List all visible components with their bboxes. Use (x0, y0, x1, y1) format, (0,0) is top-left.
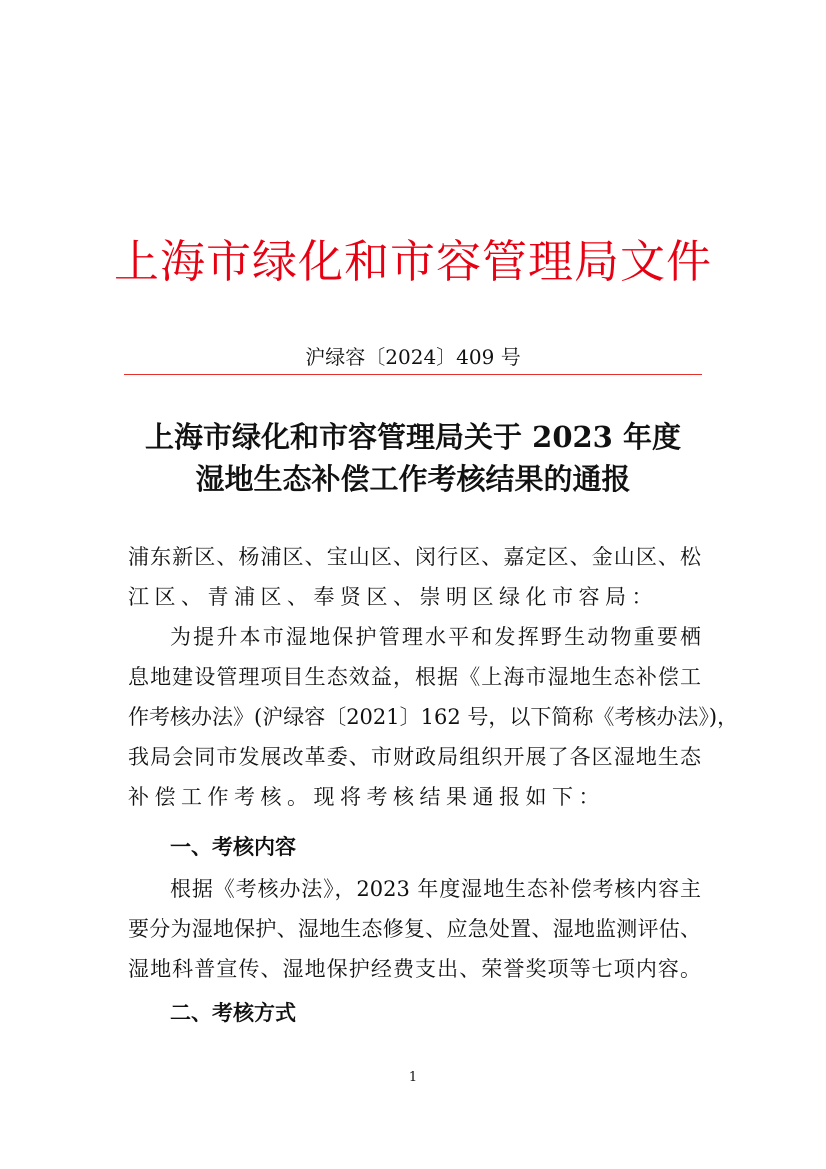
paragraph-line: 为提升本市湿地保护管理水平和发挥野生动物重要栖 (170, 625, 701, 649)
document-title-line-2: 湿地生态补偿工作考核结果的通报 (195, 462, 631, 496)
paragraph-line: 息地建设管理项目生态效益，根据《上海市湿地生态补偿工 (128, 665, 701, 689)
document-title-line-1: 上海市绿化和市容管理局关于 2023 年度 (145, 420, 681, 454)
section-heading-1: 一、考核内容 (170, 834, 296, 859)
section-heading-2: 二、考核方式 (170, 1000, 296, 1025)
addressee-line: 江区、青浦区、奉贤区、崇明区绿化市容局： (128, 585, 658, 609)
paragraph-line: 湿地科普宣传、湿地保护经费支出、荣誉奖项等七项内容。 (128, 957, 701, 981)
document-header: 上海市绿化和市容管理局文件 (113, 235, 712, 288)
paragraph-line: 要分为湿地保护、湿地生态修复、应急处置、湿地监测评估、 (128, 917, 701, 941)
paragraph-line: 作考核办法》(沪绿容〔2021〕162 号，以下简称《考核办法》)， (128, 705, 739, 729)
document-number: 沪绿容〔2024〕409 号 (305, 345, 521, 369)
red-divider (124, 374, 702, 375)
paragraph-line: 我局会同市发展改革委、市财政局组织开展了各区湿地生态 (128, 745, 701, 769)
paragraph-line: 补偿工作考核。现将考核结果通报如下： (128, 785, 605, 809)
page-number: 1 (408, 1070, 418, 1085)
paragraph-line: 根据《考核办法》，2023 年度湿地生态补偿考核内容主 (170, 877, 701, 901)
addressee-line: 浦东新区、杨浦区、宝山区、闵行区、嘉定区、金山区、松 (128, 545, 701, 569)
